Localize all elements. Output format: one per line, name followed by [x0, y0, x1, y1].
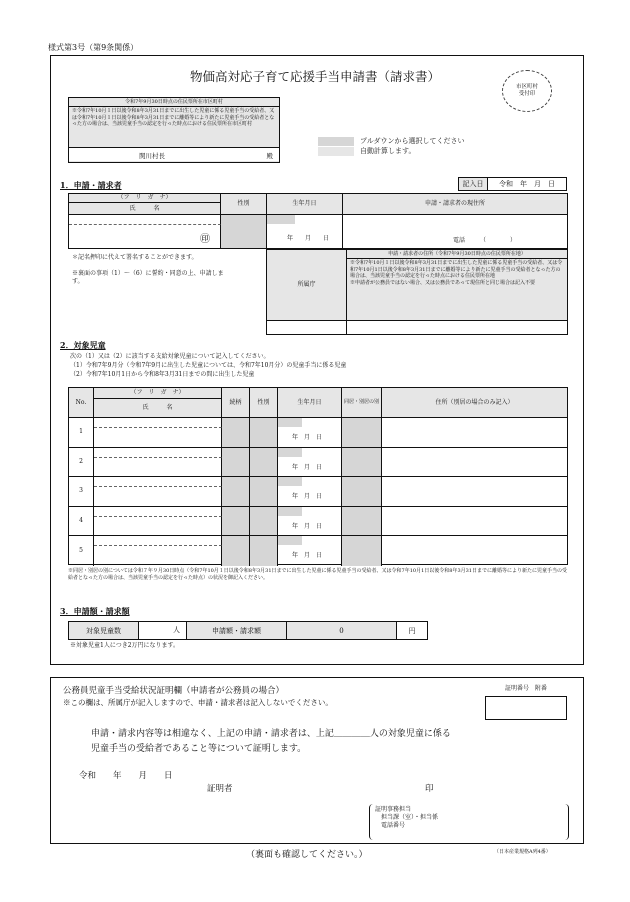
child-era-dropdown[interactable]	[278, 507, 302, 516]
municipality-note: ※令和7年10月１日以後令和8年3月31日までに出生した児童に係る児童手当の受給者、又は令和7年10月１日以後令和8年3月31日までに離婚等により新たに児童手当の受給者となった方の場合は、当該児童手当の認定を行った時点における住民票所在市区町村	[72, 108, 275, 127]
child-row-no: 2	[69, 448, 94, 478]
legend-auto-text: 自動計算します。	[360, 147, 416, 155]
child-address-field[interactable]	[382, 536, 567, 566]
child-birth-ymd: 年 月 日	[292, 434, 323, 441]
back-side-note: （裏面も確認してください。）	[246, 850, 368, 860]
child-address-field[interactable]	[382, 448, 567, 478]
child-sex-dropdown[interactable]	[250, 477, 278, 507]
applicant-address-label: 申請・請求者の現住所	[343, 194, 567, 215]
child-birth-field[interactable]	[278, 418, 342, 448]
municipality-name: 関川村長	[139, 152, 165, 160]
office-address-note: 申請・請求者の住所（令和7年9月30日時点の住民票所在地）	[347, 250, 567, 259]
stamp-line1: 市区町村	[515, 84, 538, 90]
child-separate-dropdown[interactable]	[342, 477, 382, 507]
col-relation: 続柄	[222, 388, 250, 418]
honorific: 殿	[266, 152, 273, 160]
child-birth-field[interactable]	[278, 448, 342, 478]
office-address-field[interactable]	[347, 320, 567, 334]
applicant-address-field[interactable]	[343, 215, 567, 248]
pledge-note: ※裏面の事項（1）～（6）に誓約・同意の上、申請します。	[72, 270, 224, 285]
applicant-birth-ymd: 年 月 日	[287, 235, 330, 242]
col-name: 氏 名	[94, 399, 222, 418]
cert-body-line1: 申請・請求内容等は相違なく、上記の申請・請求者は、上記＿＿＿＿人の対象児童に係る	[91, 729, 451, 739]
legend-dropdown-swatch	[318, 137, 354, 146]
child-separate-dropdown[interactable]	[342, 418, 382, 448]
applicant-era-dropdown[interactable]	[267, 215, 295, 224]
child-row-no: 1	[69, 418, 94, 448]
child-count-label: 対象児童数	[69, 622, 139, 639]
cert-contact-line1: 証明事務担当	[375, 806, 412, 813]
child-sex-dropdown[interactable]	[250, 507, 278, 537]
cert-date: 令和 年 月 日	[79, 771, 173, 781]
child-birth-ymd: 年 月 日	[292, 493, 323, 501]
child-separate-dropdown[interactable]	[342, 536, 382, 566]
amount-value: 0	[287, 622, 397, 639]
applicant-name-label: 氏 名	[69, 203, 221, 215]
certifier-seal: 印	[425, 784, 434, 794]
office-table	[266, 249, 568, 335]
section3-title: 3．申請額・請求額	[60, 606, 130, 616]
child-sex-dropdown[interactable]	[250, 536, 278, 566]
child-count-unit: 人	[173, 626, 180, 634]
form-title: 物価高対応子育て応援手当申請書（請求書）	[189, 69, 440, 84]
cert-number-field[interactable]	[485, 696, 567, 720]
s2-footnote: ※同居・別居の別については令和７年９月30日時点（令和7年10月１日以後令和8年3月31日までに出生した児童に係る児童手当の受給者、又は令和7年10月1日以後令和8年3月31日までに離婚等により新たに児童手当の受給者となった方の場合は、当該児童手当の認定を行った時点）の状況を御記入ください。	[68, 568, 567, 581]
child-row-no: 5	[69, 536, 94, 566]
col-no: No.	[69, 388, 94, 418]
cert-contact-line3: 電話番号	[381, 822, 406, 829]
child-separate-dropdown[interactable]	[342, 507, 382, 537]
applicant-furigana-field[interactable]	[69, 215, 221, 225]
children-table	[68, 387, 568, 565]
section1-title: 1．申請・請求者	[60, 180, 122, 190]
child-sex-dropdown[interactable]	[250, 418, 278, 448]
municipality-box	[68, 97, 280, 163]
applicant-name-field[interactable]	[69, 225, 221, 248]
certification-box	[50, 677, 584, 844]
amount-label: 申請額・請求額	[187, 622, 287, 639]
cert-body-line2: 児童手当の受給者であること等について証明します。	[91, 744, 307, 754]
child-era-dropdown[interactable]	[278, 536, 302, 545]
cert-note: ※この欄は、所属庁が記入しますので、申請・請求者は記入しないでください。	[63, 698, 333, 707]
applicant-phone: 電話 （ ）	[453, 237, 517, 244]
office-note-line2: ※申請者が公務員ではない場合、又は公務員であって現住所と同じ場合は記入不要	[350, 279, 535, 286]
cert-contact-line2: 担当課（室）・担当係	[381, 814, 439, 821]
applicant-birth-field[interactable]	[267, 215, 343, 248]
applicant-birth-label: 生年月日	[267, 194, 343, 215]
cert-number-label: 証明番号 附番	[505, 685, 548, 692]
child-era-dropdown[interactable]	[278, 477, 302, 486]
child-name-field[interactable]	[94, 517, 222, 537]
child-birth-ymd: 年 月 日	[292, 522, 323, 530]
child-separate-dropdown[interactable]	[342, 448, 382, 478]
cert-title: 公務員児童手当受給状況証明欄（申請者が公務員の場合）	[63, 686, 285, 696]
legend-dropdown-text: プルダウンから選択してください	[360, 137, 465, 145]
amount-unit: 円	[408, 626, 416, 635]
child-era-dropdown[interactable]	[278, 418, 302, 427]
cert-contact	[369, 804, 569, 840]
entry-date-label: 記入日	[458, 177, 488, 191]
amount-table	[68, 621, 428, 640]
child-furigana-field[interactable]	[94, 507, 222, 517]
office-field[interactable]	[267, 320, 347, 334]
seal-mark: ㊞	[200, 234, 210, 245]
child-name-field[interactable]	[94, 458, 222, 478]
form-number: 様式第3号（第9条関係）	[48, 43, 139, 52]
child-birth-field[interactable]	[278, 536, 342, 566]
stamp-line2: 受付印	[518, 91, 536, 97]
child-row-no: 4	[69, 507, 94, 537]
child-birth-ymd: 年 月 日	[292, 552, 323, 560]
child-name-field[interactable]	[94, 546, 222, 566]
col-separate: 同居・別居の別	[342, 388, 382, 418]
child-birth-ymd: 年 月 日	[292, 463, 323, 471]
child-furigana-field[interactable]	[94, 448, 222, 458]
s3-note: ※対象児童1人につき2万円になります。	[70, 642, 180, 649]
child-relation-dropdown[interactable]	[222, 507, 250, 537]
paper-standard: （日本産業規格A列4番）	[494, 849, 551, 855]
section2-title: 2．対象児童	[60, 340, 106, 350]
child-furigana-field[interactable]	[94, 418, 222, 428]
municipality-header: 令和7年9月30日時点の住民票所在市区町村	[69, 98, 279, 107]
certifier-label: 証明者	[207, 784, 233, 794]
child-address-field[interactable]	[382, 418, 567, 448]
office-address-detail	[347, 259, 567, 320]
child-address-field[interactable]	[382, 507, 567, 537]
child-birth-field[interactable]	[278, 507, 342, 537]
child-name-field[interactable]	[94, 487, 222, 507]
office-note-line1: ※令和7年10月１日以後令和8年3月31日までに出生した児童に係る児童手当の受給者、又は令和7年10月1日以後令和8年3月31日までに離婚等により新たに児童手当の受給者となった方の場合は、当該児童手当の認定を行った時点における住民票所在地	[350, 260, 563, 279]
applicant-sex-label: 性別	[221, 194, 267, 215]
child-address-field[interactable]	[382, 477, 567, 507]
s2-item2: （2）令和7年10月1日から令和8年3月31日までの間に出生した児童	[70, 371, 255, 378]
col-furigana: （フ リ ガ ナ）	[94, 388, 222, 399]
child-furigana-field[interactable]	[94, 477, 222, 487]
child-count-field	[139, 622, 187, 639]
child-relation-dropdown[interactable]	[222, 536, 250, 566]
applicant-sex-dropdown[interactable]	[221, 215, 267, 248]
child-name-field[interactable]	[94, 428, 222, 448]
child-row-no: 3	[69, 477, 94, 507]
applicant-furigana-label: （フ リ ガ ナ）	[69, 194, 221, 203]
signature-note: ＊記名押印に代えて署名することができます。	[72, 254, 198, 261]
child-sex-dropdown[interactable]	[250, 448, 278, 478]
reception-stamp	[502, 70, 552, 112]
col-sex: 性別	[250, 388, 278, 418]
s2-intro: 次の（1）又は（2）に該当する支給対象児童について記入してください。	[70, 353, 270, 360]
child-relation-dropdown[interactable]	[222, 477, 250, 507]
child-era-dropdown[interactable]	[278, 448, 302, 457]
col-address: 住所（別居の場合のみ記入）	[382, 388, 567, 418]
col-birth: 生年月日	[278, 388, 342, 418]
applicant-table	[68, 193, 568, 249]
child-furigana-field[interactable]	[94, 536, 222, 546]
child-birth-field[interactable]	[278, 477, 342, 507]
office-label: 所属庁	[267, 250, 347, 320]
child-relation-dropdown[interactable]	[222, 448, 250, 478]
s2-item1: （1）令和7年9月分（令和7年9月に出生した児童については、令和7年10月分）の児童手当に係る児童	[70, 362, 347, 369]
entry-date-field[interactable]: 令和 年 月 日	[487, 177, 567, 191]
child-relation-dropdown[interactable]	[222, 418, 250, 448]
legend-auto-swatch	[318, 147, 354, 156]
